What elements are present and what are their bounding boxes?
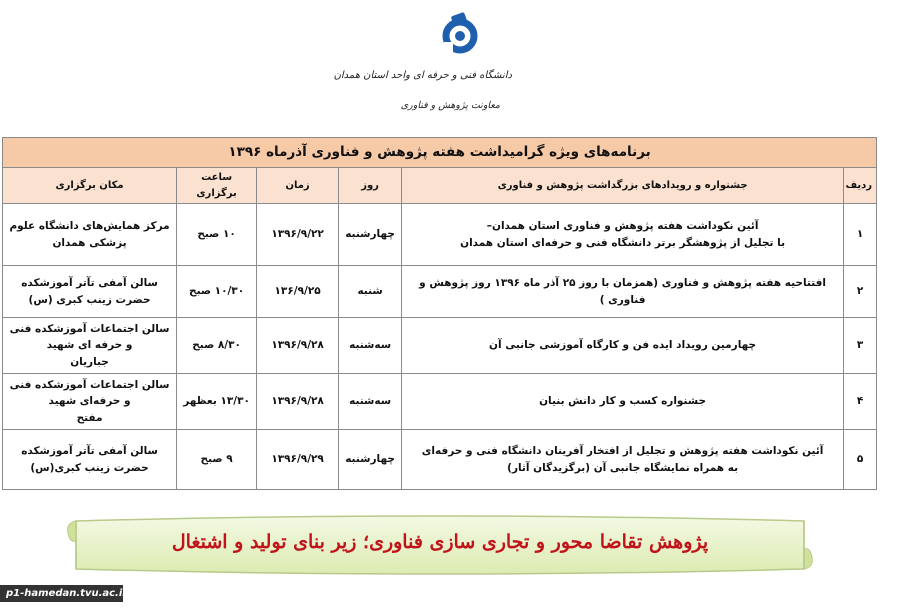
event-cell (402, 266, 844, 318)
time-cell: ۸/۳۰ صبح (177, 318, 257, 374)
event-line: جشنواره کسب و کار دانش بنیان (539, 395, 707, 408)
time-cell: ۱۰ صبح (177, 204, 257, 266)
time-cell: ۹ صبح (177, 430, 257, 490)
place-cell (3, 204, 177, 266)
place-cell (3, 374, 177, 430)
day-cell: سه‌شنبه (339, 318, 402, 374)
time-cell: ۱۳/۳۰ بعظهر (177, 374, 257, 430)
column-header-number: ردیف (844, 168, 877, 204)
place-line: سالن آمفی تآتر آموزشکده حضرت زینب کبری(س) (21, 445, 158, 474)
table-row (3, 430, 877, 490)
university-name: دانشگاه فنی و حرفه ای واحد استان همدان (333, 70, 512, 81)
place-cell (3, 430, 177, 490)
program-table (2, 137, 877, 490)
day-cell: چهارشنبه (339, 204, 402, 266)
program-table-wrap (2, 137, 876, 490)
table-row (3, 204, 877, 266)
date-cell: ۱۳۹۶/۹/۲۲ (257, 204, 339, 266)
place-line: سالن آمفی تآتر آموزشکده حضرت زینب کبری (س) (21, 277, 158, 306)
date-cell: ۱۳۹۶/۹/۲۸ (257, 374, 339, 430)
column-header-place: مکان برگزاری (3, 168, 177, 204)
department-name: معاونت پژوهش و فناوری (400, 100, 500, 111)
event-line: چهارمین رویداد ایده فن و کارگاه آموزشی جانبی آن (489, 339, 757, 352)
place-line: سالن اجتماعات آموزشکده فنی و حرفه ای شهید (9, 323, 170, 352)
university-logo-icon (438, 12, 482, 56)
table-header-row (3, 168, 877, 204)
slogan-banner (62, 513, 818, 581)
row-number: ۱ (844, 204, 877, 266)
date-cell: ۱۳۶/۹/۲۵ (257, 266, 339, 318)
column-header-time: ساعت برگزاری (177, 168, 257, 204)
day-cell: شنبه (339, 266, 402, 318)
slogan-text: پژوهش تقاضا محور و تجاری سازی فناوری؛ زیر بنای تولید و اشتغال (171, 531, 709, 553)
event-cell (402, 430, 844, 490)
row-number: ۲ (844, 266, 877, 318)
page-header (0, 8, 900, 136)
time-cell: ۱۰/۳۰ صبح (177, 266, 257, 318)
place-line: مفتح (76, 411, 103, 424)
row-number: ۳ (844, 318, 877, 374)
event-line: آئین نکوداشت هفته پژوهش و تجلیل از افتخار آفرینان دانشگاه فنی و حرفه‌ای (421, 445, 824, 458)
column-header-event: جشنواره و رویدادهای بزرگداشت پژوهش و فناوری (402, 168, 844, 204)
place-cell (3, 266, 177, 318)
site-url-badge: p1-hamedan.tvu.ac.ir (0, 585, 123, 602)
date-cell: ۱۳۹۶/۹/۲۹ (257, 430, 339, 490)
place-line: جباریان (70, 355, 109, 368)
place-cell (3, 318, 177, 374)
row-number: ۵ (844, 430, 877, 490)
column-header-date: زمان (257, 168, 339, 204)
place-line: مرکز همایش‌های دانشگاه علوم پزشکی همدان (9, 220, 170, 249)
day-cell: چهارشنبه (339, 430, 402, 490)
event-cell (402, 204, 844, 266)
day-cell: سه‌شنبه (339, 374, 402, 430)
event-line: آئین نکوداشت هفته پژوهش و فناوری استان همدان– (486, 220, 759, 233)
place-line: سالن اجتماعات آموزشکده فنی و حرفه‌ای شهید (9, 379, 170, 408)
table-title-row (3, 138, 877, 168)
table-title: برنامه‌های ویژه گرامیداشت هفته پژوهش و فناوری آذرماه ۱۳۹۶ (3, 138, 877, 168)
event-line: با تجلیل از پژوهشگر برتر دانشگاه فنی و حرفه‌ای استان همدان (460, 236, 786, 249)
table-row (3, 374, 877, 430)
event-line: افتتاحیه هفته پژوهش و فناوری (همزمان با روز ۲۵ آذر ماه ۱۳۹۶ روز پژوهش و فناوری ) (419, 277, 826, 306)
table-row (3, 318, 877, 374)
event-cell (402, 374, 844, 430)
table-row (3, 266, 877, 318)
event-cell (402, 318, 844, 374)
row-number: ۴ (844, 374, 877, 430)
event-line: به همراه نمایشگاه جانبی آن (برگزیدگان آثار) (507, 461, 739, 474)
column-header-day: روز (339, 168, 402, 204)
date-cell: ۱۳۹۶/۹/۲۸ (257, 318, 339, 374)
